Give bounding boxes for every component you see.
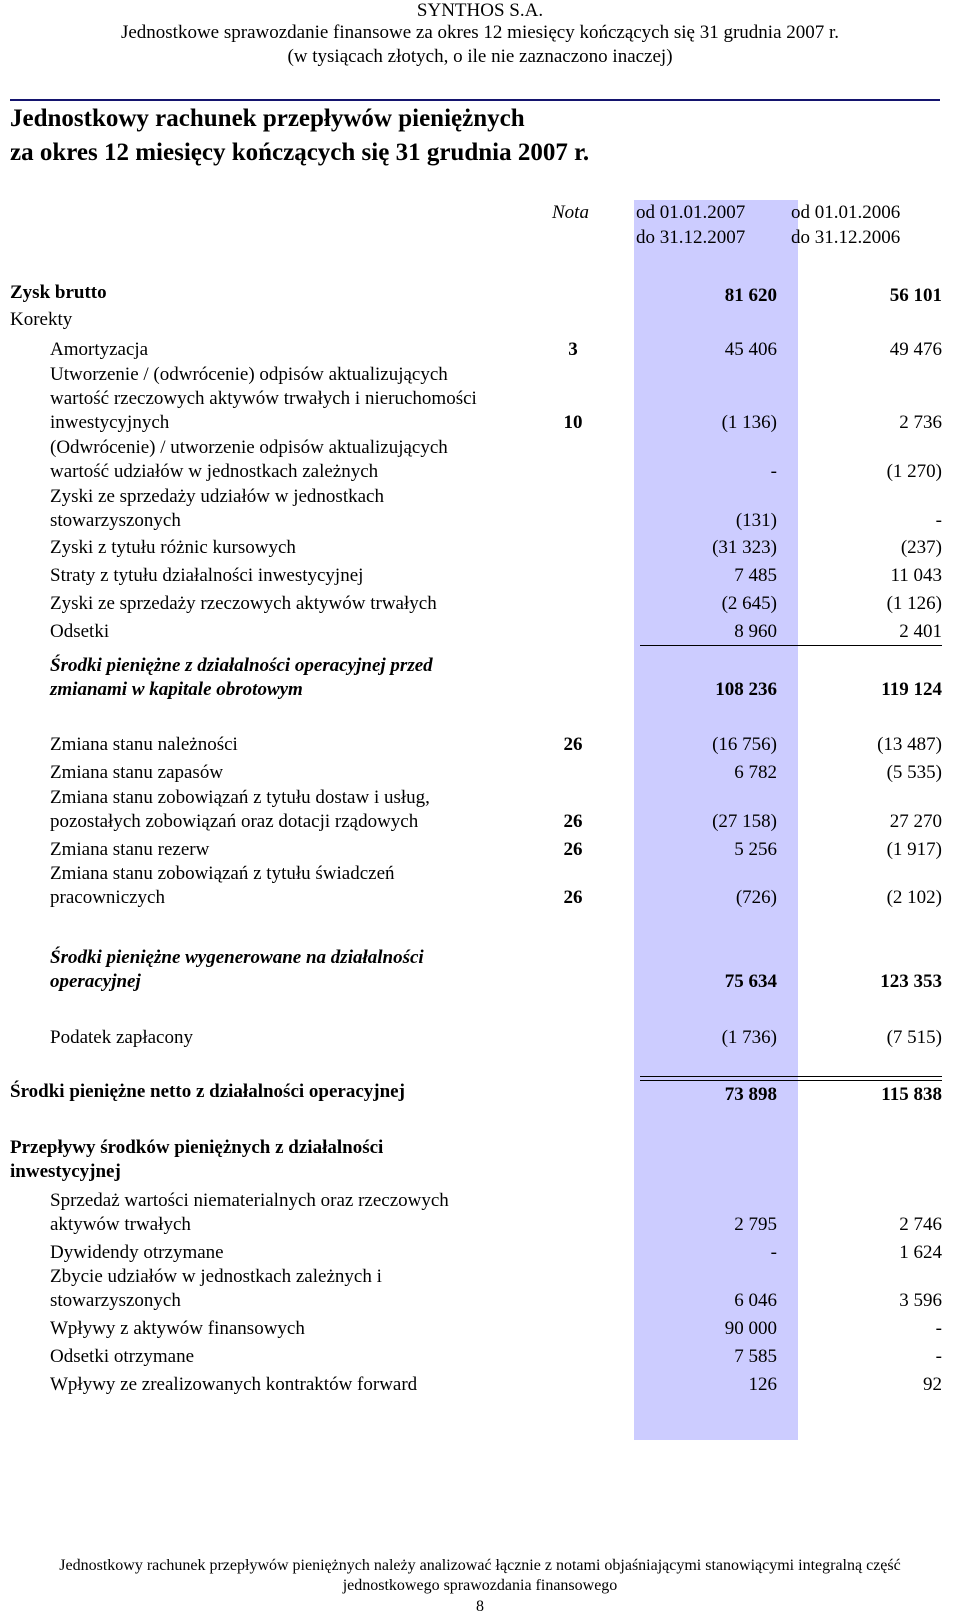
total-rule-top xyxy=(640,1076,942,1077)
value-2007: (726) xyxy=(735,887,777,908)
value-2006: 2 401 xyxy=(899,621,942,642)
value-2007: 6 046 xyxy=(734,1290,777,1311)
value-2006: 11 043 xyxy=(890,565,942,586)
value-2007: 126 xyxy=(748,1374,777,1395)
row-label: Zmiana stanu rezerw xyxy=(50,839,210,860)
row-label: Amortyzacja xyxy=(50,339,149,360)
value-2007: (1 136) xyxy=(721,412,777,433)
value-2007: 75 634 xyxy=(724,971,777,992)
value-2007: (27 158) xyxy=(712,811,777,832)
value-2006: - xyxy=(935,1318,942,1339)
row-label: Odsetki otrzymane xyxy=(50,1346,195,1367)
unit-note: (w tysiącach złotych, o ile nie zaznaczono inaczej) xyxy=(287,46,673,67)
row-label-line1: Zmiana stanu zobowiązań z tytułu dostaw i usług, xyxy=(50,787,430,808)
row-label: Dywidendy otrzymane xyxy=(50,1242,224,1263)
row-label-line2: pracowniczych xyxy=(50,887,165,908)
total-rule-bottom xyxy=(640,1080,942,1081)
row-label-line2: stowarzyszonych xyxy=(50,510,181,531)
value-2007: - xyxy=(770,1242,777,1263)
value-2007: (131) xyxy=(735,510,777,531)
row-label-line2: aktywów trwałych xyxy=(50,1214,191,1235)
value-2007: 6 782 xyxy=(734,762,777,783)
row-label: Wpływy ze zrealizowanych kontraktów forward xyxy=(50,1374,418,1395)
row-label-line1: Środki pieniężne wygenerowane na działalności xyxy=(50,947,424,968)
value-2007: 7 585 xyxy=(734,1346,777,1367)
value-2006: 27 270 xyxy=(889,811,942,832)
note-column-header: Nota xyxy=(552,202,589,223)
row-label-line1: Zbycie udziałów w jednostkach zależnych i xyxy=(50,1266,382,1287)
value-2006: 2 736 xyxy=(899,412,942,433)
value-2006: (7 515) xyxy=(886,1027,942,1048)
row-label-line1: Utworzenie / (odwrócenie) odpisów aktualizujących xyxy=(50,364,448,385)
value-2007: (1 736) xyxy=(721,1027,777,1048)
value-2006: 119 124 xyxy=(881,679,942,700)
value-2007: 7 485 xyxy=(734,565,777,586)
period-2007-from: od 01.01.2007 xyxy=(636,202,746,223)
value-2006: (2 102) xyxy=(886,887,942,908)
row-label: Zyski ze sprzedaży rzeczowych aktywów trwałych xyxy=(50,593,437,614)
row-label-line2: zmianami w kapitale obrotowym xyxy=(50,679,303,700)
value-2006: (5 535) xyxy=(886,762,942,783)
value-2007: 73 898 xyxy=(724,1084,777,1105)
row-label: Zysk brutto xyxy=(10,282,107,303)
page-number: 8 xyxy=(476,1598,484,1615)
value-2006: 115 838 xyxy=(881,1084,942,1105)
row-label-line2: wartość rzeczowych aktywów trwałych i nieruchomości xyxy=(50,388,477,409)
row-label-line2: stowarzyszonych xyxy=(50,1290,181,1311)
value-2007: 5 256 xyxy=(734,839,777,860)
value-2007: 45 406 xyxy=(724,339,777,360)
statement-title-line1: Jednostkowy rachunek przepływów pieniężnych xyxy=(10,105,525,132)
subtotal-rule xyxy=(640,645,942,646)
value-2006: 1 624 xyxy=(899,1242,942,1263)
header-rule xyxy=(10,99,940,101)
value-2007: 90 000 xyxy=(724,1318,777,1339)
company-name: SYNTHOS S.A. xyxy=(416,0,544,21)
value-2006: (1 917) xyxy=(886,839,942,860)
value-2006: 2 746 xyxy=(899,1214,942,1235)
value-2006: 92 xyxy=(923,1374,942,1395)
value-2007: 2 795 xyxy=(734,1214,777,1235)
value-2006: 56 101 xyxy=(889,285,942,306)
row-note: 10 xyxy=(563,412,583,433)
row-label-line2: operacyjnej xyxy=(50,971,141,992)
row-label: Zyski z tytułu różnic kursowych xyxy=(50,537,296,558)
value-2007: (31 323) xyxy=(712,537,777,558)
row-note: 26 xyxy=(563,811,583,832)
value-2006: (1 270) xyxy=(886,461,942,482)
value-2007: (2 645) xyxy=(721,593,777,614)
section-heading-line2: inwestycyjnej xyxy=(10,1161,121,1182)
row-label: Zmiana stanu należności xyxy=(50,734,238,755)
value-2006: (13 487) xyxy=(877,734,942,755)
value-2006: 3 596 xyxy=(899,1290,942,1311)
value-2007: 8 960 xyxy=(734,621,777,642)
row-label-line2: wartość udziałów w jednostkach zależnych xyxy=(50,461,379,482)
row-label-line1: Środki pieniężne z działalności operacyjnej przed xyxy=(50,655,433,676)
row-note: 3 xyxy=(568,339,578,360)
row-label: Wpływy z aktywów finansowych xyxy=(50,1318,305,1339)
row-label: Odsetki xyxy=(50,621,110,642)
row-note: 26 xyxy=(563,839,583,860)
row-label-line1: Zyski ze sprzedaży udziałów w jednostkach xyxy=(50,486,384,507)
row-label-line1: (Odwrócenie) / utworzenie odpisów aktualizujących xyxy=(50,437,448,458)
value-2007: 108 236 xyxy=(715,679,777,700)
row-label: Podatek zapłacony xyxy=(50,1027,193,1048)
value-2006: - xyxy=(935,510,942,531)
value-2007: 81 620 xyxy=(724,285,777,306)
section-heading-line1: Przepływy środków pieniężnych z działalności xyxy=(10,1137,384,1158)
value-2006: (237) xyxy=(900,537,942,558)
value-2006: 49 476 xyxy=(889,339,942,360)
row-label-line1: Zmiana stanu zobowiązań z tytułu świadczeń xyxy=(50,863,395,884)
value-2006: 123 353 xyxy=(880,971,942,992)
value-2007: (16 756) xyxy=(712,734,777,755)
footer-note-line1: Jednostkowy rachunek przepływów pieniężnych należy analizować łącznie z notami objaśniającymi stanowiącymi integralną część xyxy=(59,1557,901,1574)
value-2007: - xyxy=(770,461,777,482)
period-2006-to: do 31.12.2006 xyxy=(791,227,901,248)
statement-title-line2: za okres 12 miesięcy kończących się 31 grudnia 2007 r. xyxy=(10,139,590,166)
row-label: Środki pieniężne netto z działalności operacyjnej xyxy=(10,1081,405,1102)
row-note: 26 xyxy=(563,887,583,908)
row-label: Zmiana stanu zapasów xyxy=(50,762,224,783)
value-2006: - xyxy=(935,1346,942,1367)
period-2006-from: od 01.01.2006 xyxy=(791,202,901,223)
row-label-line1: Sprzedaż wartości niematerialnych oraz rzeczowych xyxy=(50,1190,449,1211)
row-label: Korekty xyxy=(10,309,73,330)
report-subtitle: Jednostkowe sprawozdanie finansowe za okres 12 miesięcy kończących się 31 grudnia 2007 r. xyxy=(120,22,840,43)
row-note: 26 xyxy=(563,734,583,755)
row-label-line2: pozostałych zobowiązań oraz dotacji rządowych xyxy=(50,811,419,832)
footer-note-line2: jednostkowego sprawozdania finansowego xyxy=(342,1577,618,1594)
row-label-line3: inwestycyjnych xyxy=(50,412,170,433)
period-2007-to: do 31.12.2007 xyxy=(636,227,746,248)
row-label: Straty z tytułu działalności inwestycyjnej xyxy=(50,565,364,586)
value-2006: (1 126) xyxy=(886,593,942,614)
